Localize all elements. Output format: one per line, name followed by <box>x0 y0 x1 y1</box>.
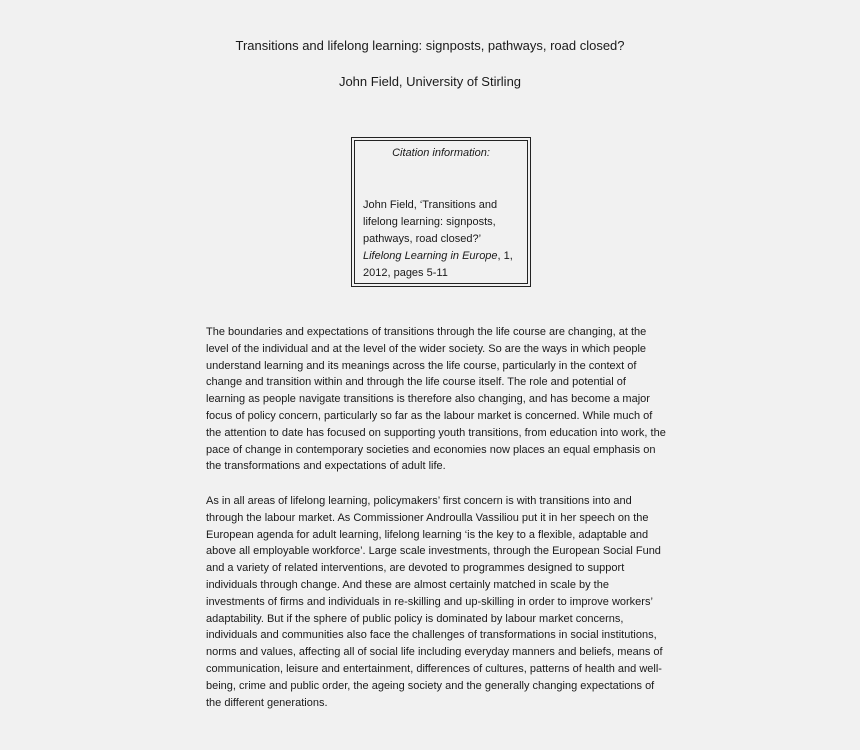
citation-reference: John Field, ‘Transitions and lifelong learning: signposts, pathways, road closed?’ <box>363 199 498 245</box>
paragraph-labour-market: As in all areas of lifelong learning, policymakers’ first concern is with transitions into and through the labour market. As Commissioner Androulla Vassiliou put it in her speech on the European agenda for adult learning, lifelong learning ‘is the key to a flexible, adaptable and above all employable workforce’. Large scale investments, through the European Social Fund and a variety of related interventions, are devoted to programmes designed to support individuals through change. And these are almost certainly matched in scale by the investments of firms and individuals in re-skilling and up-skilling in order to improve workers’ adaptability. But if the sphere of public policy is dominated by labour market concerns, individuals and communities also face the challenges of transformations in social institutions, norms and values, affecting all of social life including everyday manners and beliefs, means of communication, leisure and entertainment, differences of cultures, patterns of health and well-being, crime and public order, the ageing society and the generally changing expectations of the different generations. <box>206 495 663 709</box>
citation-text <box>363 197 519 282</box>
citation-details: , 1, 2012, pages 5-11 <box>363 250 513 279</box>
citation-inner-frame <box>354 140 528 284</box>
citation-journal: Lifelong Learning in Europe <box>363 250 498 262</box>
author-line: John Field, University of Stirling <box>338 74 522 89</box>
document-title: Transitions and lifelong learning: signposts, pathways, road closed? <box>235 38 625 53</box>
citation-heading: Citation information: <box>392 147 490 159</box>
paragraph-intro: The boundaries and expectations of transitions through the life course are changing, at the level of the individual and at the level of the wider society. So are the ways in which people understand learning and its meanings across the life course, particularly in the context of change and transition within and through the life course itself. The role and potential of learning as people navigate transitions is therefore also changing, and has become a major focus of policy concern, particularly so far as the labour market is concerned. While much of the attention to date has focused on supporting youth transitions, from education into work, the pace of change in contemporary societies and economies now places an equal emphasis on the transformations and expectations of adult life. <box>206 326 666 473</box>
citation-box <box>351 137 531 287</box>
